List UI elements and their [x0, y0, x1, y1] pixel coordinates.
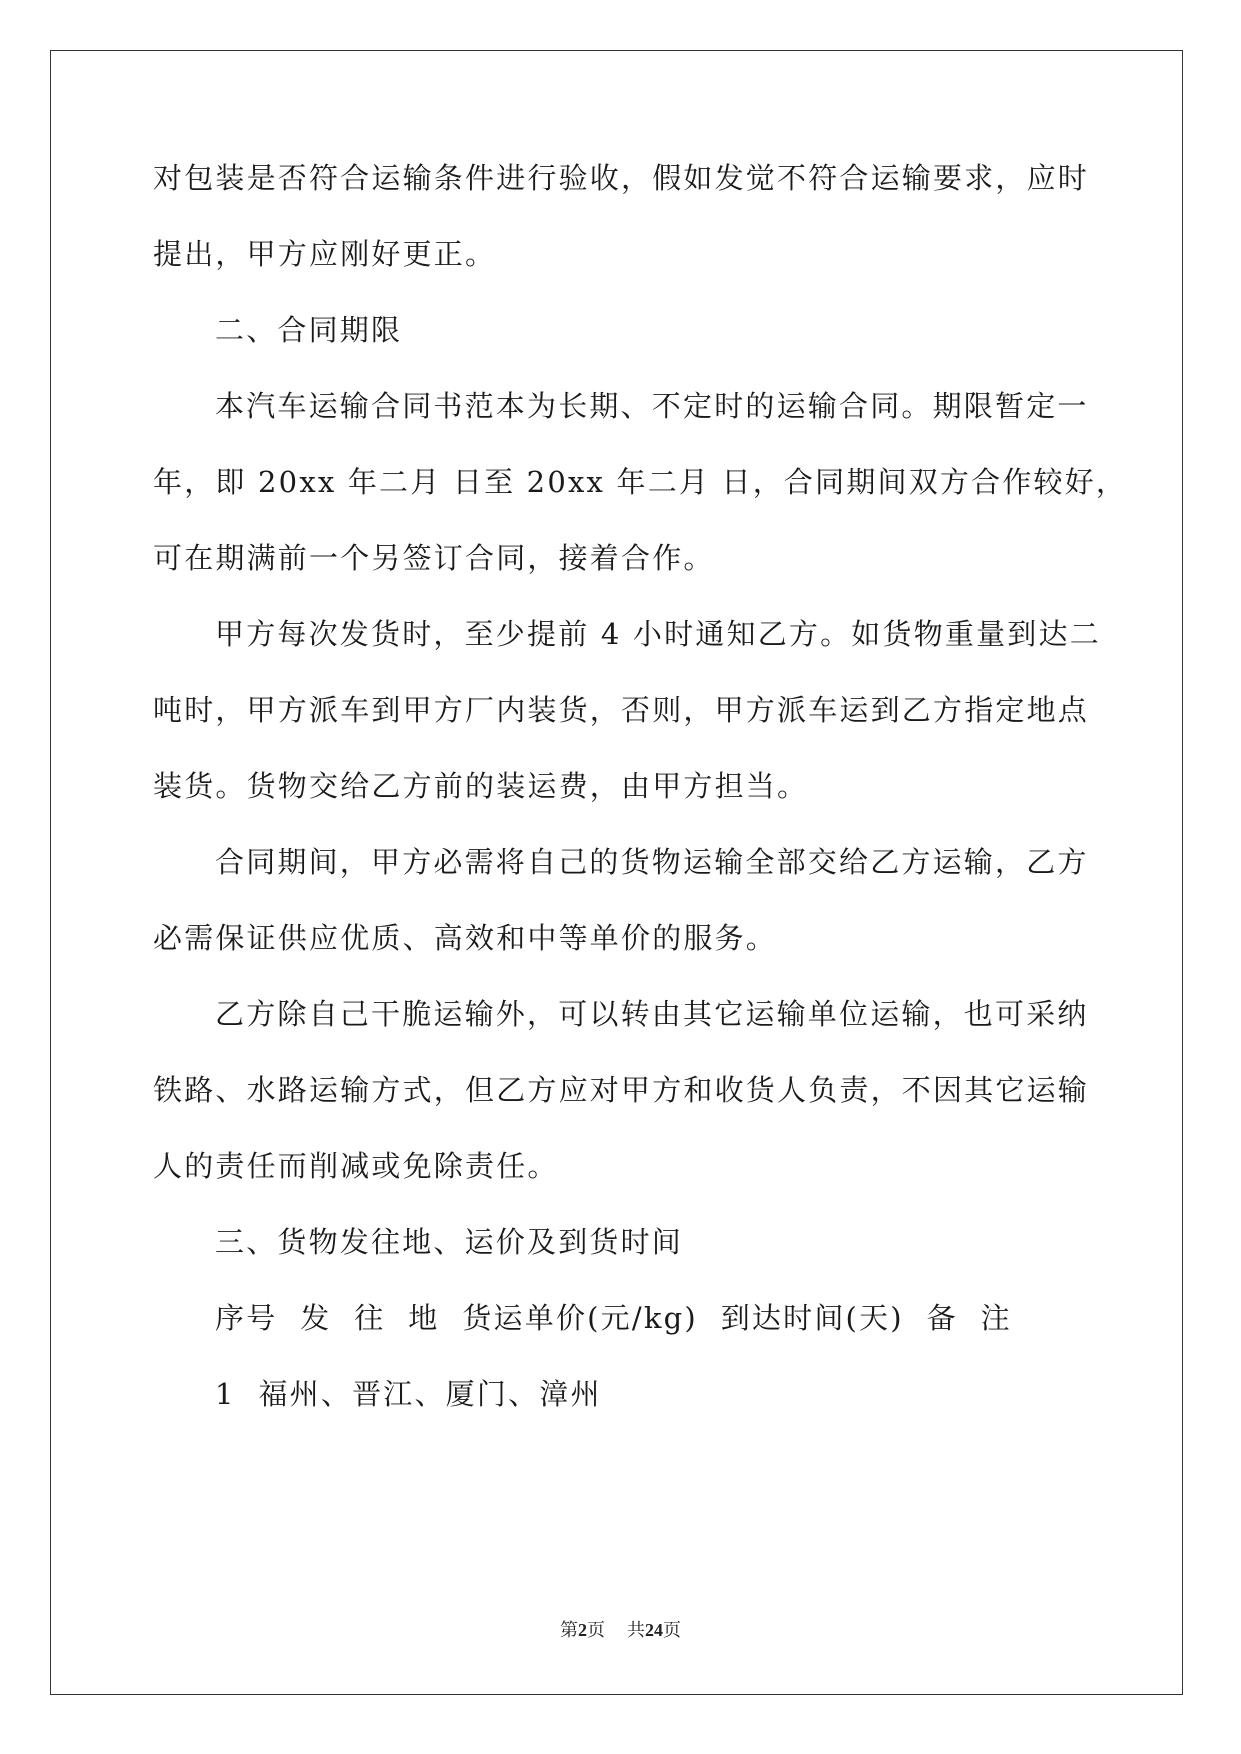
- paragraph-line: 本汽车运输合同书范本为长期、不定时的运输合同。期限暂定一: [215, 389, 1089, 423]
- page-number-footer: [0, 1619, 1241, 1641]
- paragraph-line: 必需保证供应优质、高效和中等单价的服务。: [153, 921, 778, 955]
- document-body: [153, 160, 1128, 1452]
- paragraph-line: 甲方每次发货时，至少提前 4 小时通知乙方。如货物重量到达二: [215, 617, 1101, 651]
- paragraph-line: 乙方除自己干脆运输外，可以转由其它运输单位运输，也可采纳: [215, 997, 1089, 1031]
- section-heading: 三、货物发往地、运价及到货时间: [215, 1225, 684, 1259]
- table-header-line: 序号 发 往 地 货运单价(元/kg) 到达时间(天) 备 注: [215, 1301, 1012, 1335]
- total-page-number: 24: [645, 1620, 663, 1640]
- paragraph-line: 吨时，甲方派车到甲方厂内装货，否则，甲方派车运到乙方指定地点: [153, 693, 1090, 727]
- footer-total-prefix: 共: [627, 1620, 645, 1640]
- footer-page-word: 页: [587, 1620, 605, 1640]
- table-row-line: 1 福州、晋江、厦门、漳州: [215, 1377, 602, 1411]
- paragraph-line: 年，即 20xx 年二月 日至 20xx 年二月 日，合同期间双方合作较好，: [153, 465, 1128, 499]
- current-page-number: 2: [578, 1620, 587, 1640]
- footer-prefix: 第: [560, 1620, 578, 1640]
- footer-total-suffix: 页: [663, 1620, 681, 1640]
- paragraph-line: 铁路、水路运输方式，但乙方应对甲方和收货人负责，不因其它运输: [153, 1073, 1090, 1107]
- paragraph-line: 对包装是否符合运输条件进行验收，假如发觉不符合运输要求，应时: [153, 161, 1090, 195]
- paragraph-line: 合同期间，甲方必需将自己的货物运输全部交给乙方运输，乙方: [215, 845, 1089, 879]
- paragraph-line: 提出，甲方应刚好更正。: [153, 237, 497, 271]
- section-heading: 二、合同期限: [215, 313, 403, 347]
- paragraph-line: 装货。货物交给乙方前的装运费，由甲方担当。: [153, 769, 809, 803]
- paragraph-line: 人的责任而削减或免除责任。: [153, 1149, 559, 1183]
- paragraph-line: 可在期满前一个另签订合同，接着合作。: [153, 541, 715, 575]
